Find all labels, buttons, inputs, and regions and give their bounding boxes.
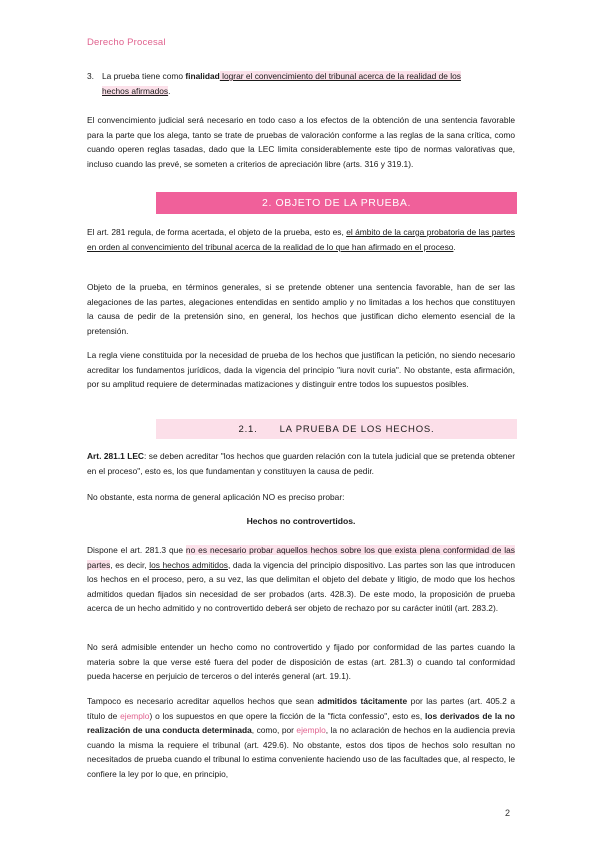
subheading: Hechos no controvertidos. (246, 516, 356, 526)
subsection-heading (156, 419, 517, 439)
bold-term: Art. 281.1 LEC (87, 451, 144, 461)
subsection-title: LA PRUEBA DE LOS HECHOS. (279, 423, 435, 435)
paragraph: Art. 281.1 LEC: se deben acreditar "los hechos que guarden relación con la tutela judicial que se pretenda obtener en el proceso", esto es, los que fundamentan y constituyen la causa de pedir. (87, 451, 515, 476)
bold-term: los derivados de la no realización de una conducta determinada (87, 710, 515, 736)
running-header: Derecho Procesal (87, 37, 166, 48)
list-number: 3. (87, 71, 94, 81)
page-number: 2 (505, 808, 511, 818)
paragraph: El convencimiento judicial será necesario en todo caso a los efectos de la obtención de una sentencia favorable para la parte que los alega, tanto se trate de pruebas de valoración conforme a las reglas de la sana crítica, como cuando operen reglas tasadas, dado que la LEC limita considerablemente este tipo de normas valorativas que, incluso cuando las prevé, se someten a criterios de apreciación libre (arts. 316 y 319.1). (87, 115, 515, 169)
subsection-number: 2.1. (238, 423, 258, 435)
underlined-text: el ámbito de la carga probatoria de las partes en orden al convencimiento del tribunal acerca de la realidad de lo que han afirmado en el proceso (87, 227, 515, 252)
paragraph: Objeto de la prueba, en términos generales, si se pretende obtener una sentencia favorable, han de ser las alegaciones de las partes, alegaciones entendidas en sentido amplio y no limitadas a los hechos que constituyen la causa de pedir de la pretensión sino, en general, los hechos que justifican dicho elemento esencial de la pretensión. (87, 282, 515, 336)
highlight: no es necesario probar aquellos hechos sobre los que exista plena conformidad de las partes (87, 545, 515, 570)
paragraph: Tampoco es necesario acreditar aquellos hechos que sean admitidos tácitamente por las partes (art. 405.2 a título de ejemplo) o los supuestos en que opere la ficción de la "ficta confessio", esto es, los derivados de la no realización de una conducta determinada, como, por ejemplo, la no aclaración de hechos en la audiencia previa cuando la misma la requiere el tribunal (art. 429.6). No obstante, estos dos tipos de hechos solo resultan no necesitados de prueba cuando el tribunal lo estima conveniente haciendo uso de las facultades que, al respecto, le confiere la ley por lo que, en principio, (87, 696, 515, 779)
paragraph: No será admisible entender un hecho como no controvertido y fijado por conformidad de las partes cuando la materia sobre la que verse esté fuera del poder de disposición de estas (art. 281.3) o cuando tal conformidad pueda hacerse en perjuicio de terceros o del interés general (art. 19.1). (87, 642, 515, 682)
highlight: lograr el convencimiento del tribunal acerca de la realidad de los (219, 71, 461, 81)
bold-term: admitidos tácitamente (317, 696, 408, 706)
bold-term: finalidad (185, 71, 220, 81)
paragraph: El art. 281 regula, de forma acertada, el objeto de la prueba, esto es, el ámbito de la carga probatoria de las partes en orden al convencimiento del tribunal acerca de la realidad de lo que han afirmado en el proceso. (87, 227, 515, 252)
list-item-3: 3. La prueba tiene como finalidad lograr el convencimiento del tribunal acerca de la realidad de los hechos afirmados. (87, 71, 461, 96)
paragraph: Dispone el art. 281.3 que no es necesario probar aquellos hechos sobre los que exista plena conformidad de las partes, es decir, los hechos admitidos, dada la vigencia del principio dispositivo. Las partes son las que introducen los hechos en el proceso, pero, a su vez, las que delimitan el objeto del debate y litigio, de modo que los hechos admitidos quedan fijados sin necesidad de ser probados (arts. 428.3). De este modo, la proposición de prueba acerca de un hecho admitido y no controvertido deberá ser objeto de rechazo por su carácter inútil (art. 283.2). (87, 545, 515, 614)
section-heading: 2. OBJETO DE LA PRUEBA. (156, 192, 517, 214)
pink-text: ejemplo (120, 710, 150, 721)
pink-text: ejemplo (296, 725, 326, 736)
paragraph: La regla viene constituida por la necesidad de prueba de los hechos que justifican la petición, no siendo necesario acreditar los fundamentos jurídicos, dada la vigencia del principio "iura novit curia". No obstante, esta afirmación, por su amplitud requiere de determinadas matizaciones y distinguir entre todos los supuestos posibles. (87, 350, 515, 390)
paragraph: No obstante, esta norma de general aplicación NO es preciso probar: (87, 492, 345, 502)
underlined-text: los hechos admitidos (149, 559, 228, 570)
highlight: hechos afirmados (102, 85, 169, 96)
